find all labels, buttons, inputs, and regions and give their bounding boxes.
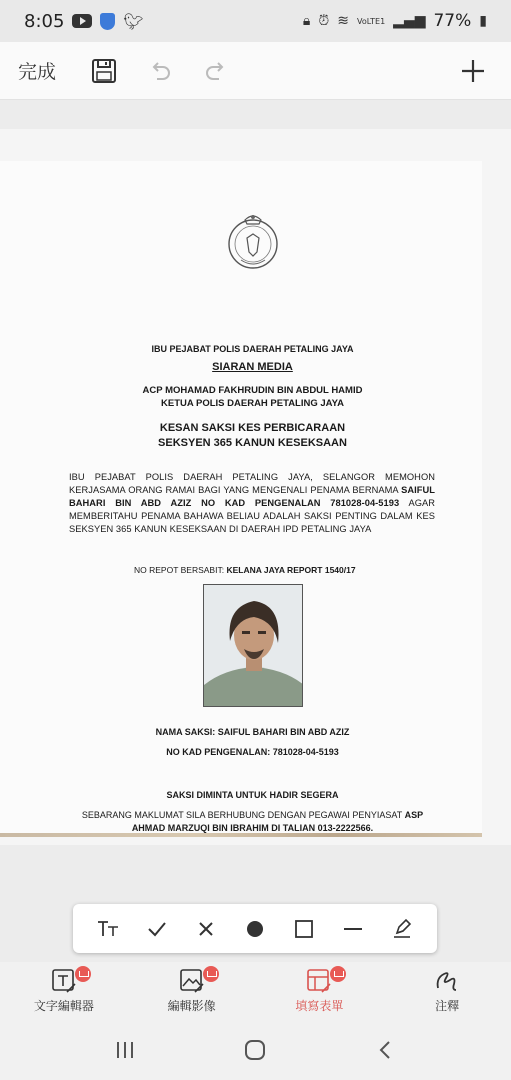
rectangle-tool-button[interactable] (286, 911, 322, 947)
square-icon (294, 919, 314, 939)
cross-icon (196, 919, 216, 939)
plus-icon (459, 57, 487, 85)
doc-officer-line: AHMAD MARZUQI BIN IBRAHIM DI TALIAN 013-2222566. (131, 823, 374, 833)
tab-fill-form[interactable] (256, 962, 384, 1020)
battery-icon: ▮ (479, 13, 487, 29)
doc-contact-text: SEBARANG MAKLUMAT SILA BERHUBUNG DENGAN PEGAWAI PENYIASAT (81, 810, 403, 820)
doc-repot-value: KELANA JAYA REPORT 1540/17 (226, 565, 356, 575)
home-icon (243, 1038, 267, 1062)
system-nav-bar (0, 1020, 511, 1080)
signal-icon: ▂▄▆ (393, 13, 426, 29)
cross-tool-button[interactable] (188, 911, 224, 947)
doc-contact-bold: ASP (404, 810, 424, 820)
form-fill-icon (306, 968, 332, 994)
premium-badge-icon (75, 966, 91, 982)
tab-annotate-icon-wrap (432, 967, 462, 995)
youtube-icon (72, 14, 92, 28)
premium-badge-icon (330, 966, 346, 982)
document-page (0, 129, 511, 845)
twitter-icon: 🐦︎ (123, 11, 144, 31)
save-button[interactable] (84, 51, 124, 91)
status-bar (0, 0, 511, 42)
network-label: VoLTE1 (357, 16, 386, 26)
tab-annotate-label: 注釋 (435, 999, 460, 1013)
redo-icon (203, 58, 229, 84)
pen-sign-icon (390, 917, 414, 941)
doc-siaran-heading: SIARAN MEDIA (212, 361, 293, 373)
line-icon (342, 919, 364, 939)
doc-acp-name: ACP MOHAMAD FAKHRUDIN BIN ABDUL HAMID (142, 385, 363, 396)
doc-seksyen-heading: SEKSYEN 365 KANUN KESEKSAAN (158, 437, 347, 449)
form-tools-bar (73, 904, 437, 953)
doc-paragraph-part2: AGAR MEMBERITAHU PENAMA BAHAWA BELIAU ADALAH SAKSI PENTING DALAM KES SEKSYEN 365 KANUN KESEKSAAN DI DAERAH IPD PETALING JAYA (69, 498, 436, 534)
annotate-icon (434, 968, 460, 994)
lock-icon: 🔒︎ (302, 13, 311, 29)
bottom-tabs (0, 962, 511, 1020)
tab-text-editor-icon-wrap (49, 967, 79, 995)
shield-icon (100, 13, 115, 30)
tab-image-edit[interactable] (128, 962, 256, 1020)
line-tool-button[interactable] (335, 911, 371, 947)
police-crest-icon (223, 208, 283, 274)
alarm-icon: ⏰︎ (318, 13, 330, 29)
add-button[interactable] (453, 51, 493, 91)
text-size-icon (96, 918, 120, 940)
check-icon (146, 918, 168, 940)
document-viewer[interactable] (0, 101, 511, 870)
top-toolbar (0, 42, 511, 100)
back-button[interactable] (366, 1030, 406, 1070)
save-icon (91, 58, 117, 84)
recent-apps-icon (114, 1040, 136, 1060)
dot-icon (245, 919, 265, 939)
doc-paragraph (69, 471, 435, 536)
battery-percent: 77% (433, 11, 472, 31)
dot-tool-button[interactable] (237, 911, 273, 947)
undo-icon (147, 58, 173, 84)
recent-apps-button[interactable] (105, 1030, 145, 1070)
redo-button[interactable] (196, 51, 236, 91)
tab-annotate[interactable] (383, 962, 511, 1020)
tab-fill-form-label: 填寫表單 (295, 999, 344, 1013)
done-button[interactable]: 完成 (18, 61, 57, 83)
premium-badge-icon (203, 966, 219, 982)
sign-tool-button[interactable] (384, 911, 420, 947)
doc-appeal: SAKSI DIMINTA UNTUK HADIR SEGERA (166, 790, 339, 800)
witness-photo (203, 584, 303, 707)
tab-text-editor-label: 文字編輯器 (33, 999, 94, 1013)
scan-edge (0, 833, 482, 837)
status-time: 8:05 (24, 10, 65, 32)
doc-witness-name: NAMA SAKSI: SAIFUL BAHARI BIN ABD AZIZ (155, 727, 350, 737)
text-edit-icon (51, 968, 77, 994)
doc-repot-line (134, 565, 356, 575)
tab-image-edit-label: 編輯影像 (167, 999, 216, 1013)
doc-paragraph-part1: IBU PEJABAT POLIS DAERAH PETALING JAYA, SELANGOR MEMOHON KERJASAMA ORANG RAMAI BAGI YANG MENGENALI PENAMA BERNAMA (69, 472, 435, 495)
doc-org-heading: IBU PEJABAT POLIS DAERAH PETALING JAYA (151, 344, 354, 354)
doc-ketua-title: KETUA POLIS DAERAH PETALING JAYA (161, 398, 344, 409)
doc-contact-line (0, 810, 505, 820)
tab-text-editor[interactable] (0, 962, 128, 1020)
tab-image-edit-icon-wrap (177, 967, 207, 995)
doc-kesan-heading: KESAN SAKSI KES PERBICARAAN (159, 422, 346, 434)
text-tool-button[interactable] (90, 911, 126, 947)
status-left (24, 11, 144, 32)
scanned-document (0, 161, 482, 837)
home-button[interactable] (235, 1030, 275, 1070)
tab-fill-form-icon-wrap (304, 967, 334, 995)
person-photo-icon (204, 585, 303, 707)
back-icon (376, 1039, 396, 1061)
image-edit-icon (179, 968, 205, 994)
undo-button[interactable] (140, 51, 180, 91)
check-tool-button[interactable] (139, 911, 175, 947)
doc-witness-ic: NO KAD PENGENALAN: 781028-04-5193 (166, 747, 339, 757)
doc-repot-label: NO REPOT BERSABIT: (134, 565, 225, 575)
doc-paragraph-bold: SAIFUL BAHARI BIN ABD AZIZ NO KAD PENGENALAN 781028-04-5193 (69, 485, 435, 508)
wifi-icon: ≋ (337, 13, 350, 29)
status-right (303, 11, 487, 31)
